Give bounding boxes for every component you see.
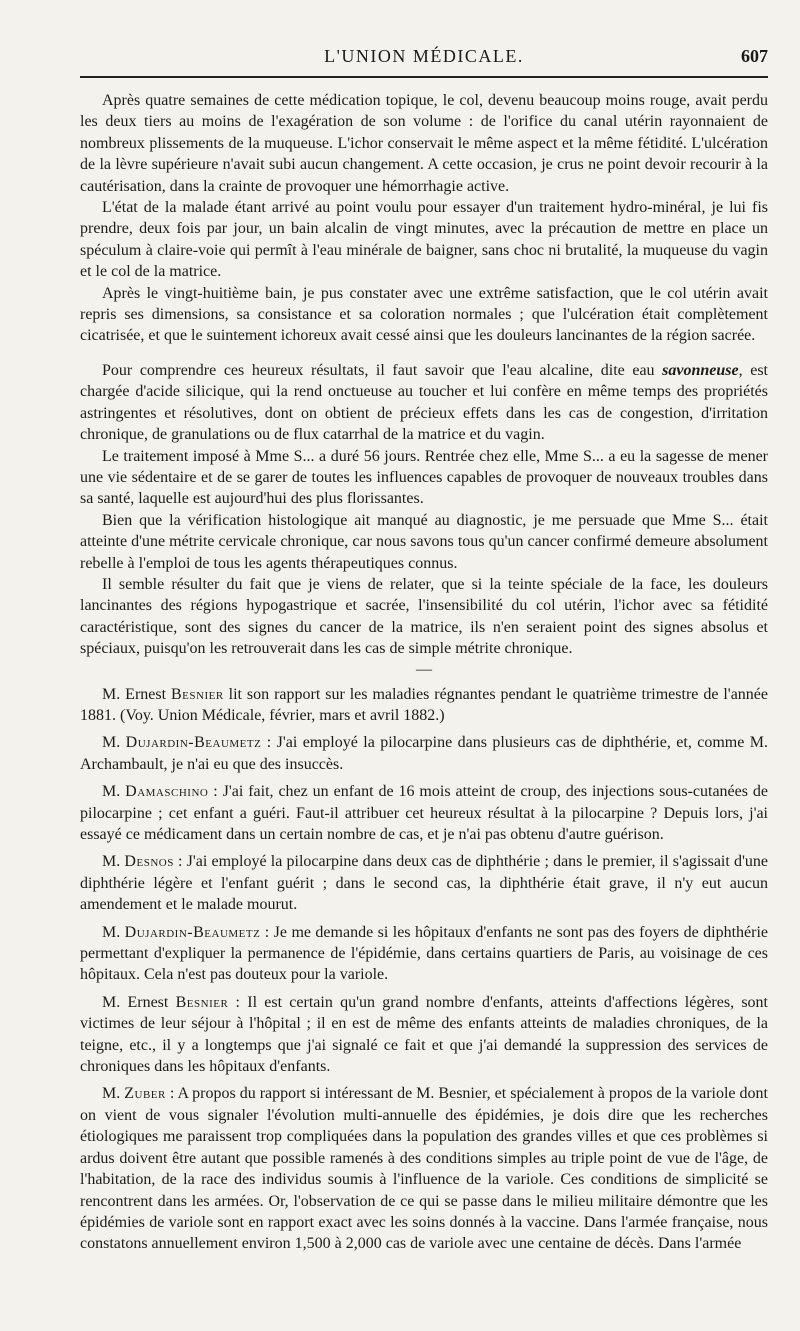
paragraph-text: Pour comprendre ces heureux résultats, il faut savoir que l'eau alcaline, dite eau [102, 361, 663, 379]
page-number: 607 [741, 46, 768, 66]
running-head [80, 36, 768, 70]
discussion-entry: M. Zuber : A propos du rapport si intéressant de M. Besnier, et spécialement à propos de la variole dont on vient de vous signaler l'évolution multi-annuelle des épidémies, je dois dire que les recherches étiologiques me paraissent trop compliquées dans la population des grandes villes et que ces problèmes si ardus doivent être autant que possible ramenés à des conditions simples au triple point de vue de l'âge, de l'habitation, de la race des individus soumis à l'influence de la variole. Ces conditions de simplicité se rencontrent dans les armées. Or, l'observation de ce qui se passe dans le milieu militaire démontre que les épidémies de variole sont en rapport exact avec les soins donnés à la vaccine. Dans l'armée française, nous constatons annuellement environ 1,500 à 2,000 cas de variole avec une centaine de décès. Dans l'armée [80, 1085, 768, 1253]
paragraph: Bien que la vérification histologique ait manqué au diagnostic, je me persuade que Mme S... était atteinte d'une métrite cervicale chronique, car nous savons tous qu'un cancer confirmé demeure absolument rebelle à l'emploi de tous les agents thérapeutiques connus. [80, 511, 768, 572]
discussion-entry: M. Desnos : J'ai employé la pilocarpine dans deux cas de diphthérie ; dans le premier, il s'agissait d'une diphthérie légère et l'enfant guérit ; dans le second cas, la diphthérie était grave, il n'y eut aucun amendement et le malade mourut. [80, 853, 768, 914]
discussion-entry: M. Dujardin-Beaumetz : Je me demande si les hôpitaux d'enfants ne sont pas des foyers de diphthérie permettant d'expliquer la permanence de l'épidémie, dans certains quartiers de Paris, au voisinage de ces hôpitaux. Cela n'est pas douteux pour la variole. [80, 923, 768, 984]
journal-title: L'UNION MÉDICALE. [324, 46, 524, 66]
paragraph: Il semble résulter du fait que je viens de relater, que si la teinte spéciale de la face, les douleurs lancinantes des régions hypogastrique et sacrée, l'insensibilité du col utérin, l'ichor avec sa fétidité caractéristique, sont des signes du cancer de la matrice, ils n'en seraient point des signes absolus et spéciaux, puisqu'on les retrouverait dans les cas de simple métrite chronique. [80, 575, 768, 658]
discussion-entry: M. Damaschino : J'ai fait, chez un enfant de 16 mois atteint de croup, des injections sous-cutanées de pilocarpine ; cet enfant a guéri. Faut-il attribuer cet heureux résultat à la pilocarpine ? Depuis lors, j'ai essayé ce médicament dans un certain nombre de cas, et je n'ai pas obtenu d'autre guérison. [80, 783, 769, 843]
section-separator: — [416, 660, 432, 678]
header-rule [80, 76, 768, 78]
paragraph: Après le vingt-huitième bain, je pus constater avec une extrême satisfaction, que le col utérin avait repris ses dimensions, sa consistance et sa coloration normales ; que l'ulcération était complètement cicatrisée, et que le suintement ichoreux avait cessé ainsi que les douleurs lancinantes de la région sacrée. [80, 284, 768, 345]
speaker-name: Zuber [124, 1085, 166, 1103]
discussion-entry: M. Ernest Besnier : Il est certain qu'un grand nombre d'enfants, atteints d'affections légères, sont victimes de leur séjour à l'hôpital ; il en est de même des enfants atteints de maladies chroniques, de la teigne, etc., il y a longtemps que j'ai signalé ce fait et que j'ai demandé la suppression des services de chroniques dans les hôpitaux d'enfants. [80, 993, 768, 1076]
speaker-name: Besnier [171, 685, 224, 703]
paragraph: Le traitement imposé à Mme S... a duré 56 jours. Rentrée chez elle, Mme S... a eu la sagesse de mener une vie sédentaire et de se garer de toutes les influences capables de provoquer de nouveaux troubles dans sa santé, laquelle est aujourd'hui des plus florissantes. [80, 447, 768, 508]
speaker-name: Dujardin-Beaumetz [124, 923, 261, 941]
speaker-name: Besnier [175, 993, 229, 1011]
discussion-entry: M. Dujardin-Beaumetz : J'ai employé la pilocarpine dans plusieurs cas de diphthérie, et, comme M. Archambault, je n'ai eu que des insuccès. [80, 734, 769, 773]
paragraph: Après quatre semaines de cette médication topique, le col, devenu beaucoup moins rouge, avait perdu les deux tiers au moins de l'exagération de son volume : de l'orifice du canal utérin rayonnaient de nombreux plissements de la muqueuse. L'ichor conservait le même aspect et la même fétidité. L'ulcération de la lèvre supérieure n'avait subi aucun changement. A cette occasion, je crus ne point devoir recourir à la cautérisation, dans la crainte de provoquer une hémorrhagie active. [80, 92, 768, 195]
italic-term: savonneuse [662, 361, 739, 379]
speaker-name: Dujardin-Beaumetz [125, 734, 262, 752]
paragraph [80, 360, 768, 446]
paragraph-text: , est chargée d'acide silicique, qui la rend onctueuse au toucher et lui confère en même temps des propriétés astringentes et résolutives, dont on obtient de précieux effets dans les cas de congestion, d'irritation chronique, de granulations ou de flux catarrhal de la matrice et du vagin. [80, 361, 768, 444]
speaker-name: Damaschino [125, 783, 209, 801]
article-body [80, 90, 768, 1255]
document-page [80, 36, 768, 1255]
discussion-entry: M. Ernest Besnier lit son rapport sur les maladies régnantes pendant le quatrième trimestre de l'année 1881. (Voy. Union Médicale, février, mars et avril 1882.) [80, 685, 768, 724]
paragraph: L'état de la malade étant arrivé au point voulu pour essayer d'un traitement hydro-minéral, je lui fis prendre, deux fois par jour, un bain alcalin de vingt minutes, avec la précaution de mettre en place un spéculum à claire-voie qui permît à l'eau minérale de baigner, sans choc ni brutalité, la muqueuse du vagin et le col de la matrice. [80, 199, 768, 281]
speaker-name: Desnos [124, 853, 174, 871]
